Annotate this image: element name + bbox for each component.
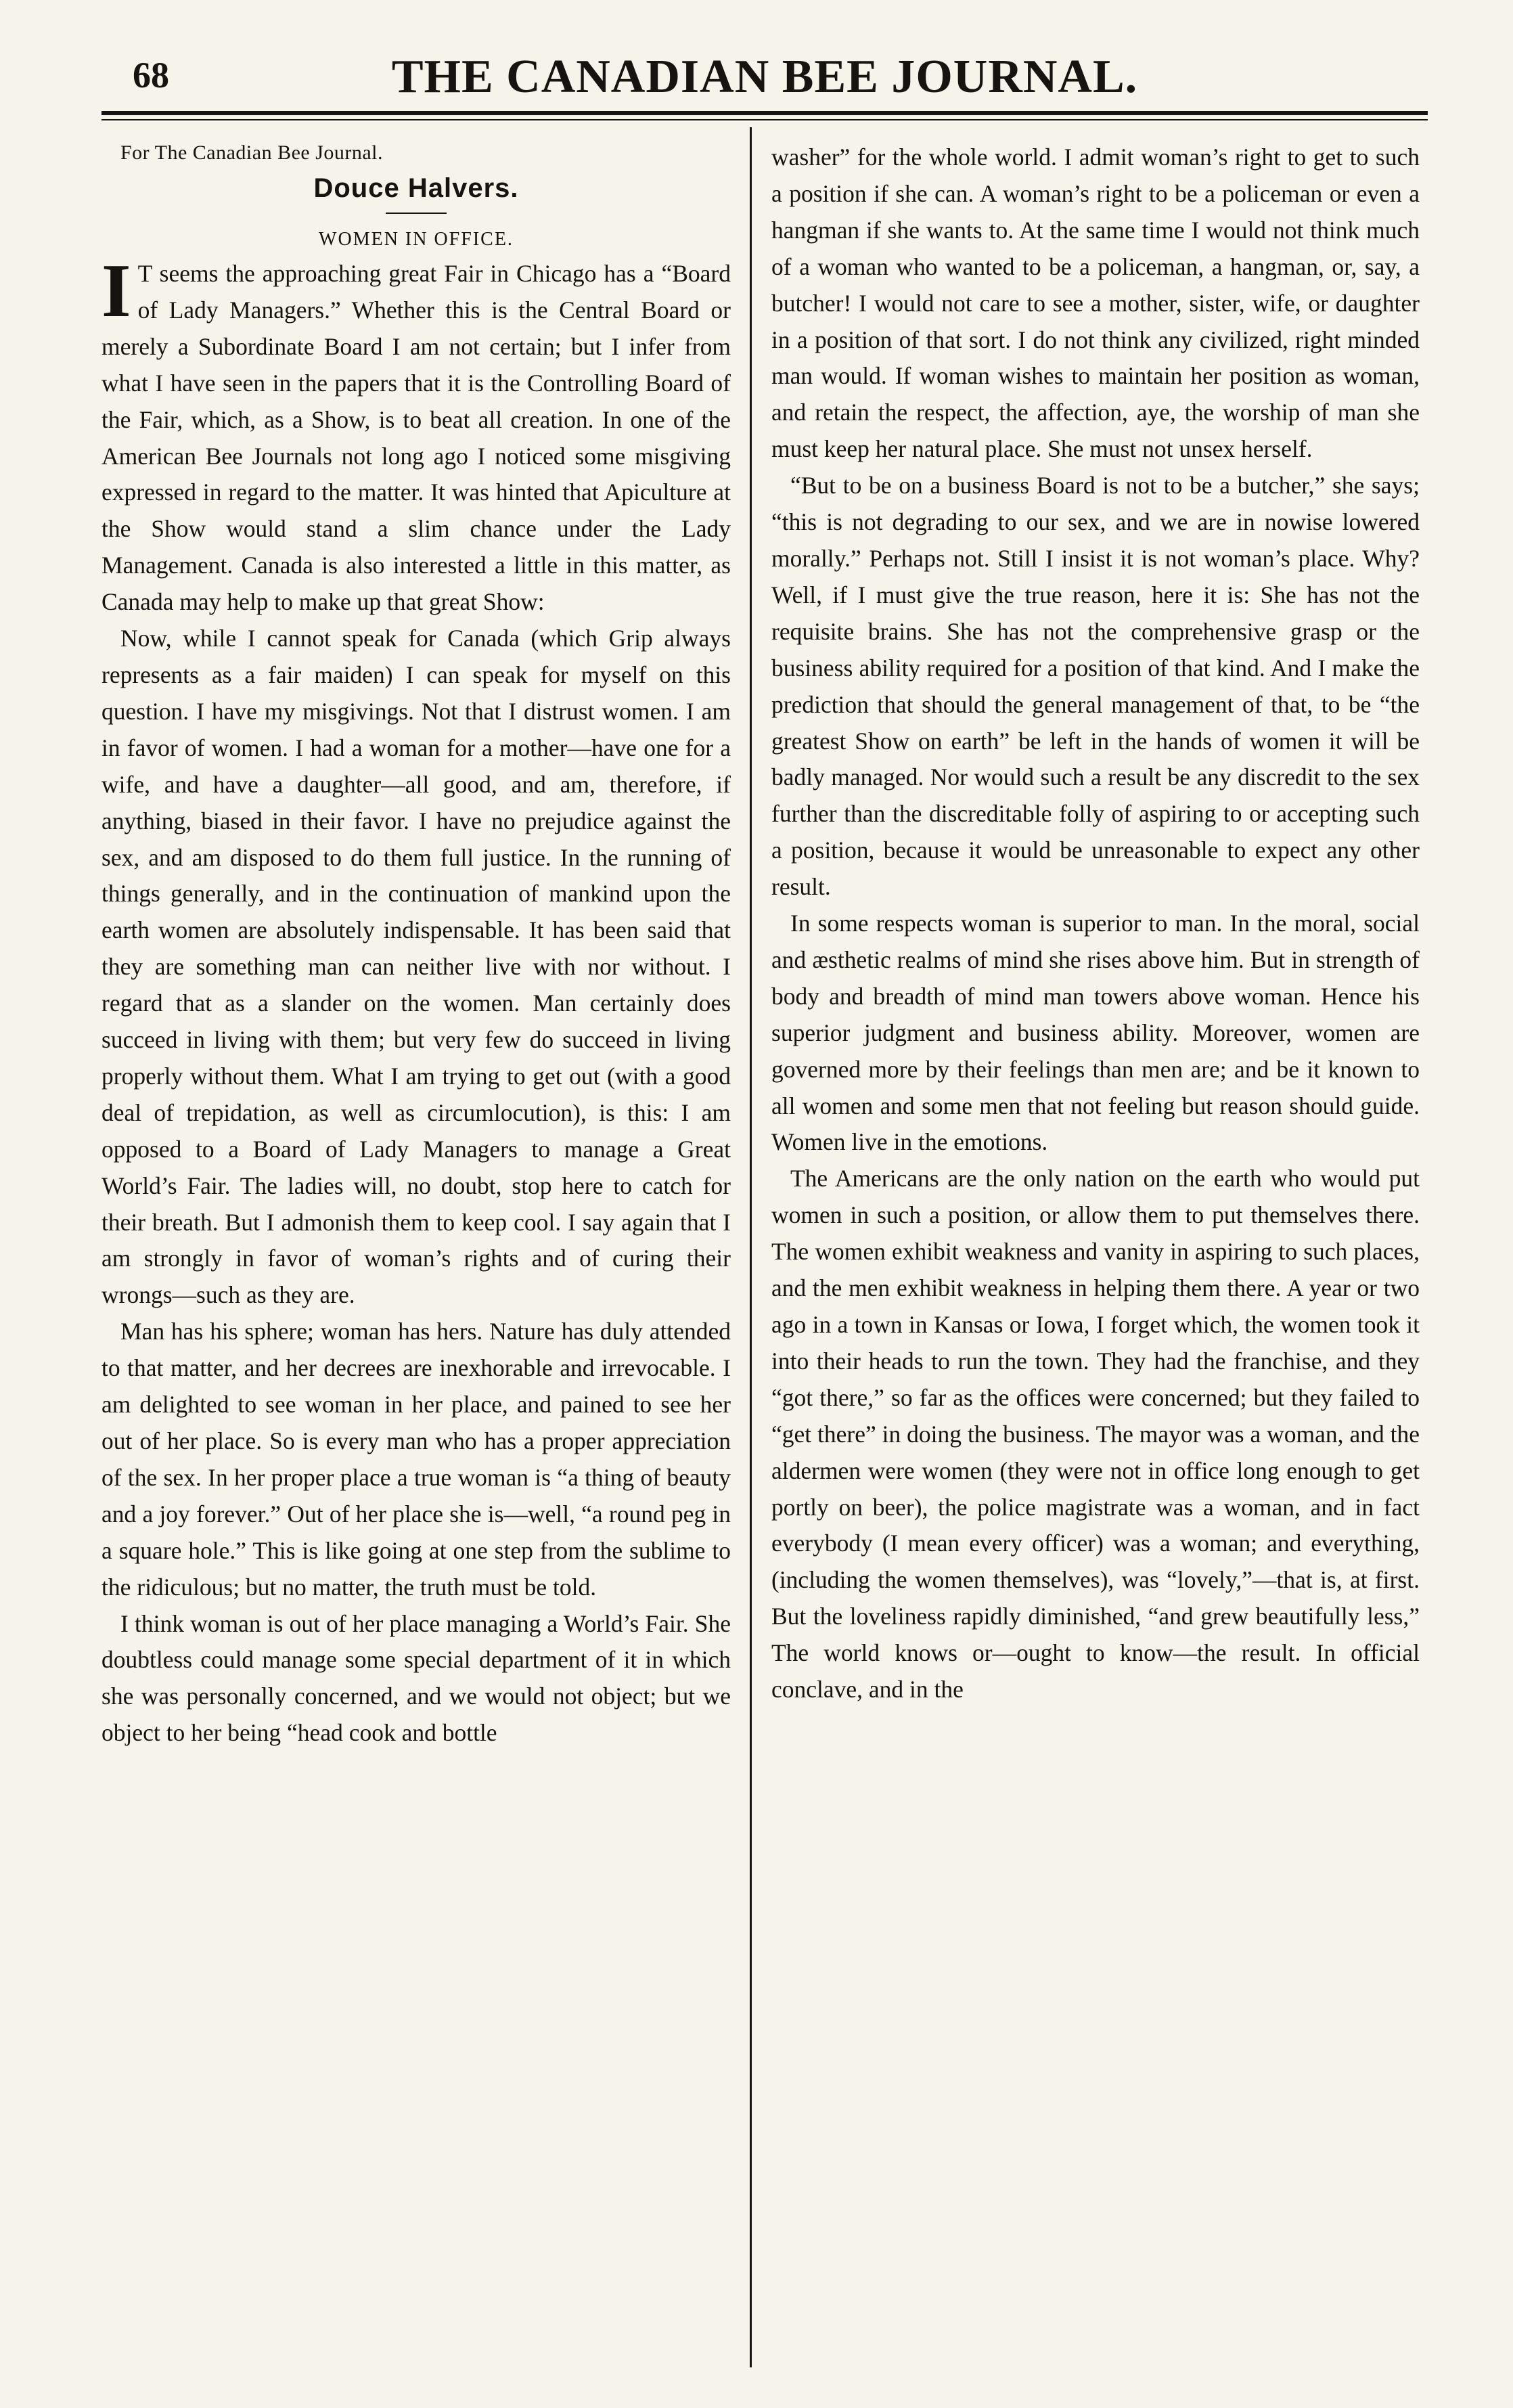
paragraph: “But to be on a business Board is not to be a butcher,” she says; “this is not degrading to our sex, and we are in nowise lowered morally.” Perhaps not. Still I insist it is not woman’s place. Why? Well, if I must give the true reason, here it is: She has not the requisite brains. She has not the comprehensive grasp or the business ability required for a position of that kind. And I make the prediction that should the general management of that, to be “the greatest Show on earth” be left in the hands of women it will be badly managed. Nor would such a result be any discredit to the sex further than the discreditable folly of aspiring to or accepting such a position, because it would be unreasonable to expect any other result. — [771, 472, 1420, 901]
paragraph: I think woman is out of her place managing a World’s Fair. She doubtless could manage some special department of it in which she was personally concerned, and we would not object; but we object to her being “head cook and bottle — [101, 1609, 731, 1747]
article-subhead: WOMEN IN OFFICE. — [319, 229, 514, 250]
paragraph-text: T seems the approaching great Fair in Chicago has a “Board of Lady Managers.” Whether this is the Central Board or merely a Subordinate Board I am not certain; but I infer from what I have seen in the papers that it is the Controlling Board of the Fair, which, as a Show, is to beat all creation. In one of the American Bee Journals not long ago I noticed some misgiving expressed in regard to the matter. It was hinted that Apiculture at the Show would stand a slim chance under the Lady Management. Canada is also interested a little in this matter, as Canada may help to make up that great Show: — [101, 260, 731, 616]
column-divider — [750, 127, 752, 2367]
paragraph-continued: washer” for the whole world. I admit woman’s right to get to such a position if she can. A woman’s right to be a policeman or even a hangman if she wants to. At the same time I would not think much of a woman who wanted to be a policeman, a hangman, or, say, a butcher! I would not care to see a mother, sister, wife, or daughter in a position of that sort. I do not think any civilized, right minded man would. If woman wishes to maintain her position as woman, and retain the respect, the affection, aye, the worship of man she must keep her natural place. She must not unsex herself. — [771, 143, 1420, 463]
header-rule-thick — [101, 111, 1428, 115]
left-column — [101, 139, 731, 2373]
right-column — [771, 139, 1420, 2373]
page-header — [101, 50, 1428, 111]
drop-cap: I — [101, 249, 131, 333]
journal-title: THE CANADIAN BEE JOURNAL. — [391, 51, 1138, 103]
paragraph: In some respects woman is superior to man. In the moral, social and æsthetic realms of mind she rises above him. But in strength of body and breadth of mind man towers above woman. Hence his superior judgment and business ability. Moreover, women are governed more by their feelings than men are; and be it known to all women and some men that not feeling but reason should guide. Women live in the emotions. — [771, 910, 1420, 1156]
paragraph: Now, while I cannot speak for Canada (which Grip always represents as a fair maiden) I can speak for myself on this question. I have my misgivings. Not that I distrust women. I am in favor of women. I had a woman for a mother—have one for a wife, and have a daughter—all good, and am, therefore, if anything, biased in their favor. I have no prejudice against the sex, and am disposed to do them full justice. In the running of things generally, and in the continuation of mankind upon the earth women are absolutely indispensable. It has been said that they are something man can neither live with nor without. I regard that as a slander on the women. Man certainly does succeed in living with them; but very few do succeed in living properly without them. What I am trying to get out (with a good deal of trepidation, as well as circumlocution), is this: I am opposed to a Board of Lady Managers to manage a Great World’s Fair. The ladies will, no doubt, stop here to catch for their breath. But I admonish them to keep cool. I say again that I am strongly in favor of woman’s rights and of curing their wrongs—such as they are. — [101, 625, 731, 1309]
title-rule — [386, 213, 447, 214]
paragraph — [101, 249, 731, 621]
paragraph: Man has his sphere; woman has hers. Nature has duly attended to that matter, and her decrees are inexhorable and irrevocable. I am delighted to see woman in her place, and pained to see her out of her place. So is every man who has a proper appreciation of the sex. In her proper place a true woman is “a thing of beauty and a joy forever.” Out of her place she is—well, “a round peg in a square hole.” This is like going at one step from the sublime to the ridiculous; but no matter, the truth must be told. — [101, 1318, 731, 1601]
page-number: 68 — [133, 55, 169, 95]
article-title: Douce Halvers. — [313, 173, 519, 203]
article-credit: For The Canadian Bee Journal. — [120, 141, 384, 164]
paragraph: The Americans are the only nation on the earth who would put women in such a position, or allow them to put themselves there. The women exhibit weakness and vanity in aspiring to such places, and the men exhibit weakness in helping them there. A year or two ago in a town in Kansas or Iowa, I forget which, the women took it into their heads to run the town. They had the franchise, and they “got there,” so far as the offices were concerned; but they failed to “get there” in doing the business. The mayor was a woman, and the aldermen were women (they were not in office long enough to get portly on beer), the police magistrate was a woman, and in fact everybody (I mean every officer) was a woman; and everything, (including the women themselves), was “lovely,”—that is, at first. But the loveliness rapidly diminished, “and grew beautifully less,” The world knows or—ought to know—the result. In official conclave, and in the — [771, 1165, 1420, 1703]
header-rule-thin — [101, 119, 1428, 120]
